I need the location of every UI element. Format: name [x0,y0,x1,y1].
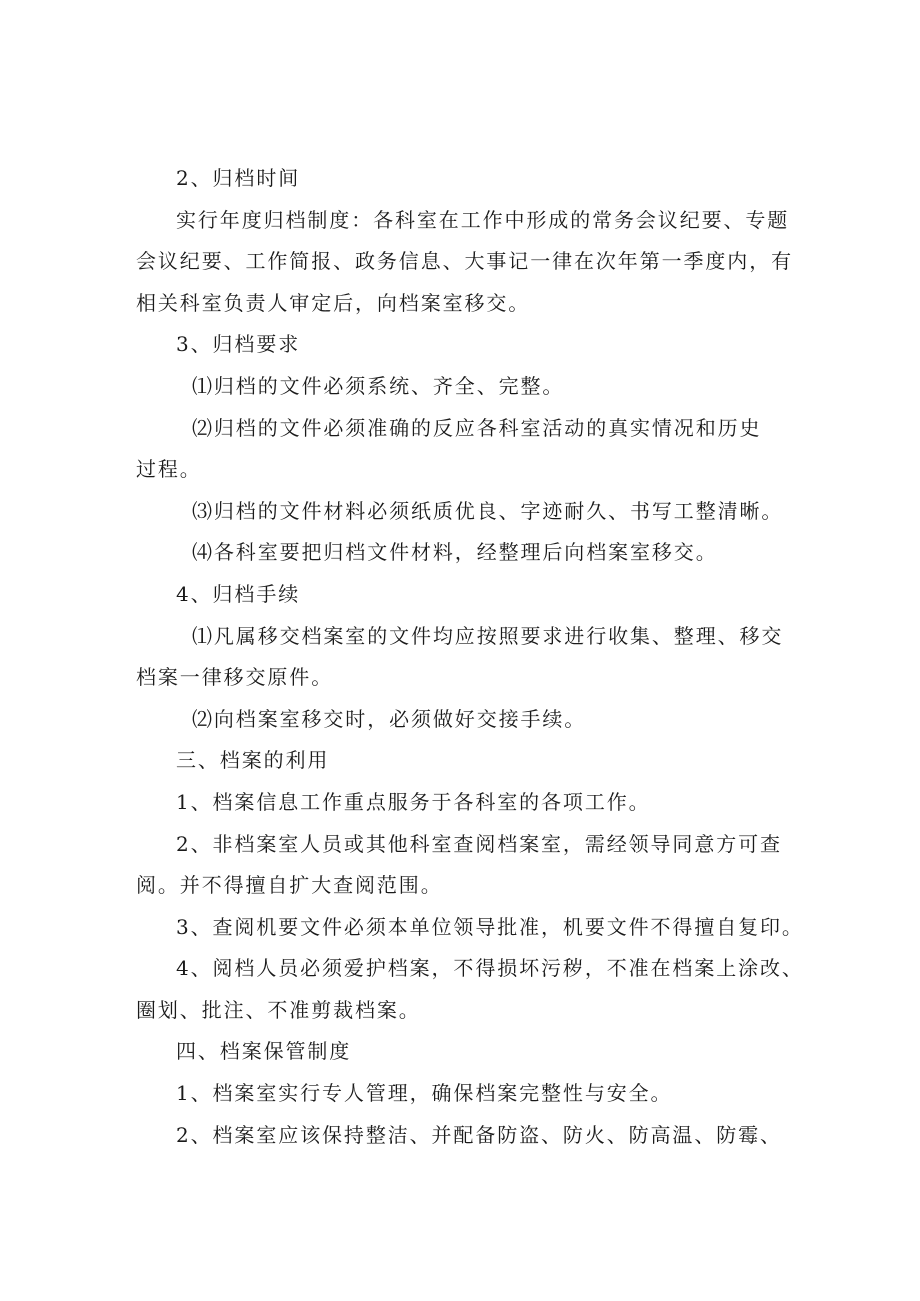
paragraph-line: 2、档案室应该保持整洁、并配备防盗、防火、防高温、防霉、 [176,1122,782,1147]
list-item: ⑶归档的文件材料必须纸质优良、字迹耐久、书写工整清晰。 [192,498,784,523]
paragraph-line: 档案一律移交原件。 [136,665,334,690]
section-heading: 3、归档要求 [176,332,301,357]
section-heading: 4、归档手续 [176,581,301,606]
list-item: ⑷各科室要把归档文件材料，经整理后向档案室移交。 [192,540,718,565]
document-body [136,166,804,1166]
paragraph-line: 相关科室负责人审定后，向档案室移交。 [136,290,531,315]
list-item: ⑵归档的文件必须准确的反应各科室活动的真实情况和历史 [192,415,762,440]
paragraph-line: 1、档案信息工作重点服务于各科室的各项工作。 [176,789,651,814]
list-item: ⑵向档案室移交时，必须做好交接手续。 [192,706,587,731]
paragraph-line: 会议纪要、工作简报、政务信息、大事记一律在次年第一季度内，有 [136,249,793,274]
paragraph-line: 4、阅档人员必须爱护档案，不得损坏污秽，不准在档案上涂改、 [176,956,804,981]
paragraph-line: 实行年度归档制度：各科室在工作中形成的常务会议纪要、专题 [176,207,790,232]
paragraph-line: 圈划、批注、不准剪裁档案。 [136,997,421,1022]
paragraph-line: 过程。 [136,457,202,482]
paragraph-line: 1、档案室实行专人管理，确保档案完整性与安全。 [176,1081,673,1106]
paragraph-line: 3、查阅机要文件必须本单位领导批准，机要文件不得擅自复印。 [176,914,804,939]
section-heading: 2、归档时间 [176,166,301,190]
paragraph-line: 阅。并不得擅自扩大查阅范围。 [136,873,443,898]
chapter-heading: 三、档案的利用 [176,748,330,773]
list-item: ⑴归档的文件必须系统、齐全、完整。 [192,373,565,398]
chapter-heading: 四、档案保管制度 [176,1039,352,1064]
list-item: ⑴凡属移交档案室的文件均应按照要求进行收集、整理、移交 [192,623,784,648]
paragraph-line: 2、非档案室人员或其他科室查阅档案室，需经领导同意方可查 [176,831,782,856]
